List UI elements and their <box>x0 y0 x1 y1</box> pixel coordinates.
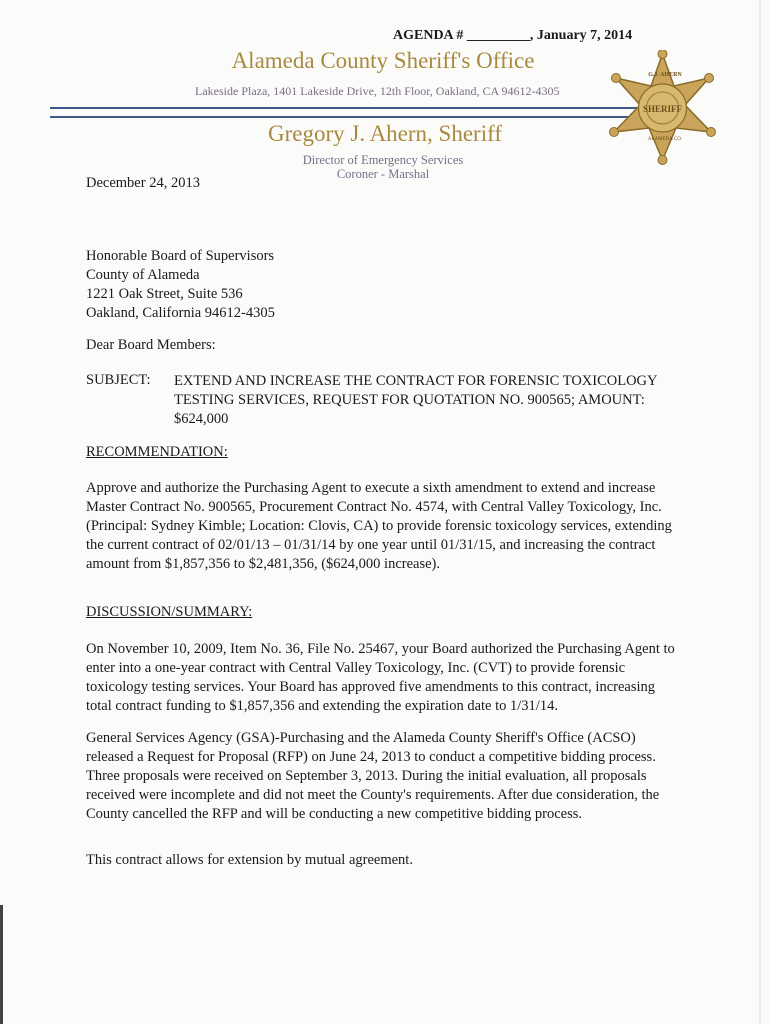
letterhead-rule <box>50 107 640 109</box>
svg-text:G.J. AHERN: G.J. AHERN <box>648 72 682 78</box>
discussion-heading: DISCUSSION/SUMMARY: <box>86 604 253 620</box>
svg-text:ALAMEDA CO.: ALAMEDA CO. <box>647 137 683 142</box>
agenda-line: AGENDA # _________, January 7, 2014 <box>393 28 633 43</box>
recipient-address <box>86 247 686 323</box>
sheriff-badge-icon <box>605 50 720 165</box>
recommendation-heading: RECOMMENDATION: <box>86 444 228 460</box>
subject-text: EXTEND AND INCREASE THE CONTRACT FOR FORENSIC TOXICOLOGY TESTING SERVICES, REQUEST FOR QUOTATION NO. 900565; AMOUNT: $624,000 <box>174 373 657 427</box>
letterhead-address: Lakeside Plaza, 1401 Lakeside Drive, 12th Floor, Oakland, CA 94612-4305 <box>195 84 560 98</box>
letterhead-rule-2 <box>50 116 640 118</box>
svg-text:SHERIFF: SHERIFF <box>642 104 683 114</box>
org-name: Alameda County Sheriff's Office <box>231 48 535 73</box>
sheriff-title-2: Coroner - Marshal <box>336 167 430 181</box>
recipient-line: Oakland, California 94612-4305 <box>86 305 275 321</box>
recipient-line: Honorable Board of Supervisors <box>86 248 275 264</box>
discussion-paragraph-1: On November 10, 2009, Item No. 36, File No. 25467, your Board authorized the Purchasing Agent to enter into a one-year contract with Central Valley Toxicology, Inc. (CVT) to provide forensic toxicology testing services. Your Board has approved five amendments to this contract, increasing total contract funding to $1,857,356 and extending the expiration date to 1/31/14. <box>86 641 675 714</box>
subject-label: SUBJECT: <box>86 372 151 388</box>
recipient-line: County of Alameda <box>86 267 200 283</box>
recipient-line: 1221 Oak Street, Suite 536 <box>86 286 243 302</box>
recommendation-text: Approve and authorize the Purchasing Agent to execute a sixth amendment to extend and increase Master Contract No. 900565, Procurement Contract No. 4574, with Central Valley Toxicology, Inc. (Principal: Sydney Kimble; Location: Clovis, CA) to provide forensic toxicology services, extending the current contract of 02/01/13 – 01/31/14 by one year until 01/31/15, and increasing the contract amount from $1,857,356 to $2,481,356, ($624,000 increase). <box>86 480 672 572</box>
sheriff-name: Gregory J. Ahern, Sheriff <box>268 121 502 146</box>
sheriff-title-1: Director of Emergency Services <box>302 153 464 167</box>
discussion-paragraph-3: This contract allows for extension by mutual agreement. <box>86 852 413 868</box>
page-left-edge <box>0 905 3 1024</box>
discussion-paragraph-2: General Services Agency (GSA)-Purchasing and the Alameda County Sheriff's Office (ACSO) released a Request for Proposal (RFP) on June 24, 2013 to conduct a competitive bidding process. Three proposals were received on September 3, 2013. During the initial evaluation, all proposals received were incomplete and did not meet the County's requirements. After due consideration, the County cancelled the RFP and will be conducting a new competitive bidding process. <box>86 730 660 822</box>
salutation: Dear Board Members: <box>86 337 216 353</box>
letter-date: December 24, 2013 <box>86 175 200 191</box>
